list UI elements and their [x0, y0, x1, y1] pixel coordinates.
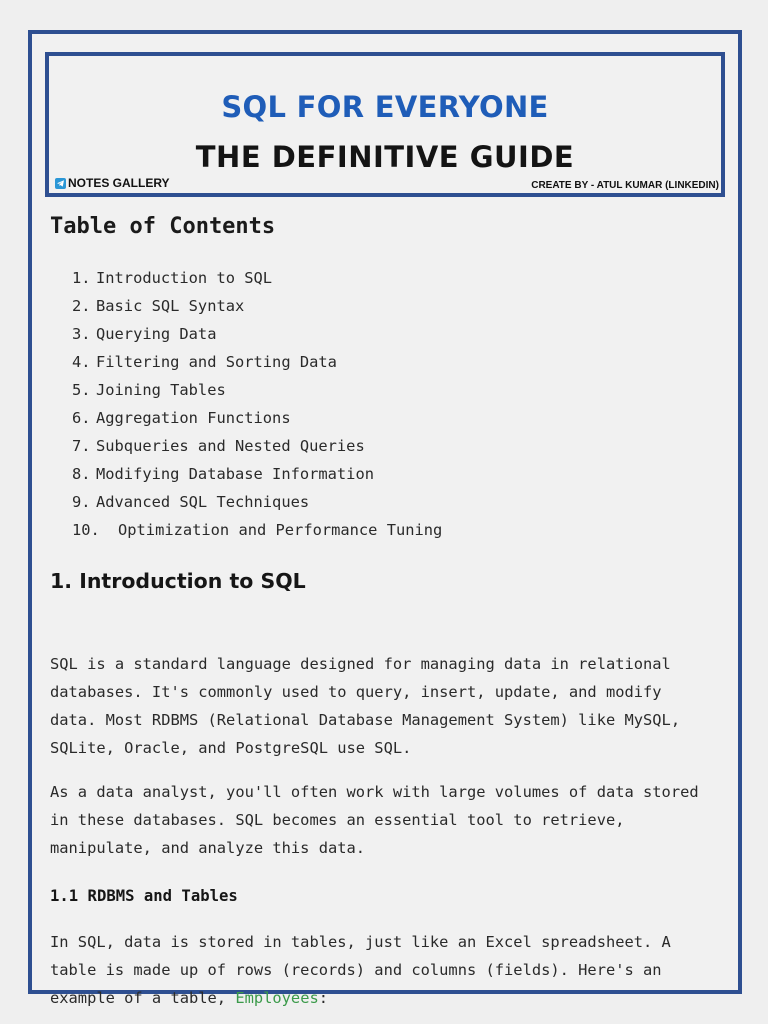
page-frame — [28, 30, 742, 1007]
toc-item: 7. Subqueries and Nested Queries — [72, 437, 365, 455]
author-credit: CREATE BY - ATUL KUMAR (LINKEDIN) — [531, 180, 719, 191]
toc-item: 6. Aggregation Functions — [72, 409, 291, 427]
toc-item: 3. Querying Data — [72, 325, 217, 343]
telegram-icon — [55, 178, 66, 189]
toc-item: 2. Basic SQL Syntax — [72, 297, 245, 315]
notes-gallery-text: NOTES GALLERY — [68, 176, 170, 190]
toc-item: 10. Optimization and Performance Tuning — [72, 521, 443, 539]
toc-heading: Table of Contents — [50, 214, 276, 239]
subsection-heading: 1.1 RDBMS and Tables — [50, 887, 238, 905]
paragraph-intro: SQL is a standard language designed for managing data in relational databases. It's commonly used to query, insert, update, and modify data. Most RDBMS (Relational Database Management System) like MySQL, SQLite, Oracle, and PostgreSQL use SQL. — [50, 655, 681, 757]
section-heading: 1. Introduction to SQL — [50, 569, 306, 593]
toc-list — [72, 264, 442, 544]
toc-item: 1. Introduction to SQL — [72, 269, 273, 287]
employees-table-name: Employees — [235, 989, 319, 1007]
guide-title: SQL FOR EVERYONE — [221, 90, 549, 124]
notes-gallery-label — [55, 176, 170, 190]
toc-item: 5. Joining Tables — [72, 381, 226, 399]
paragraph-analyst: As a data analyst, you'll often work with large volumes of data stored in these databases. SQL becomes an essential tool to retrieve, manipulate, and analyze this data. — [50, 783, 699, 857]
guide-subtitle: THE DEFINITIVE GUIDE — [195, 140, 575, 174]
toc-item: 4. Filtering and Sorting Data — [72, 353, 337, 371]
toc-item: 8. Modifying Database Information — [72, 465, 374, 483]
paragraph-tables: In SQL, data is stored in tables, just like an Excel spreadsheet. A table is made up of rows (records) and columns (fields). Here's an example of a table, Employees: — [50, 933, 671, 1007]
header-banner — [45, 52, 725, 197]
toc-item: 9. Advanced SQL Techniques — [72, 493, 310, 511]
